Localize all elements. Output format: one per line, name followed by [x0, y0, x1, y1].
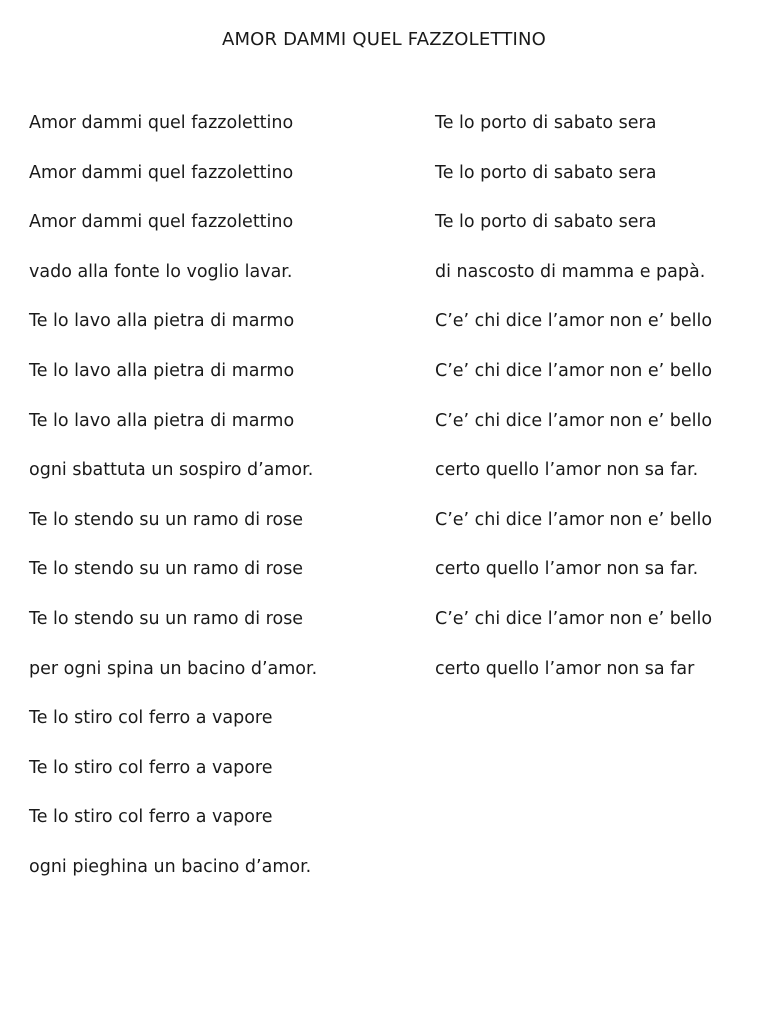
lyric-line: Te lo porto di sabato sera — [435, 113, 657, 133]
lyric-line: Te lo stendo su un ramo di rose — [29, 608, 304, 629]
lyric-line: ogni pieghina un bacino d’amor. — [29, 856, 312, 877]
lyric-line: C’e’ chi dice l’amor non e’ bello — [435, 311, 713, 332]
right-column — [435, 109, 755, 704]
lyric-line: vado alla fonte lo voglio lavar. — [29, 261, 293, 282]
lyric-line: certo quello l’amor non sa far. — [435, 559, 699, 580]
lyric-line: Te lo porto di sabato sera — [435, 212, 657, 233]
lyric-line: C’e’ chi dice l’amor non e’ bello — [435, 410, 713, 431]
lyric-line: certo quello l’amor non sa far. — [435, 460, 699, 481]
lyric-line: Te lo lavo alla pietra di marmo — [29, 410, 295, 431]
lyric-line: Te lo stiro col ferro a vapore — [29, 807, 273, 828]
lyric-line: Te lo lavo alla pietra di marmo — [29, 360, 295, 381]
lyric-line: Amor dammi quel fazzolettino — [29, 113, 294, 133]
lyric-line: Te lo stendo su un ramo di rose — [29, 559, 304, 580]
lyric-line: C’e’ chi dice l’amor non e’ bello — [435, 360, 713, 381]
lyric-line: Te lo porto di sabato sera — [435, 162, 657, 183]
lyric-line: C’e’ chi dice l’amor non e’ bello — [435, 509, 713, 530]
lyric-line: Te lo stendo su un ramo di rose — [29, 509, 304, 530]
left-column — [29, 109, 409, 903]
lyric-line: C’e’ chi dice l’amor non e’ bello — [435, 608, 713, 629]
lyric-line: Te lo stiro col ferro a vapore — [29, 757, 273, 778]
lyric-line: Amor dammi quel fazzolettino — [29, 162, 294, 183]
lyric-line: Te lo lavo alla pietra di marmo — [29, 311, 295, 332]
page-title: AMOR DAMMI QUEL FAZZOLETTINO — [221, 29, 547, 50]
lyric-line: Te lo stiro col ferro a vapore — [29, 708, 273, 729]
lyric-line: per ogni spina un bacino d’amor. — [29, 658, 318, 679]
lyric-line: di nascosto di mamma e papà. — [435, 261, 706, 282]
lyric-line: certo quello l’amor non sa far — [435, 658, 695, 679]
lyric-line: Amor dammi quel fazzolettino — [29, 212, 294, 233]
lyric-line: ogni sbattuta un sospiro d’amor. — [29, 460, 314, 481]
